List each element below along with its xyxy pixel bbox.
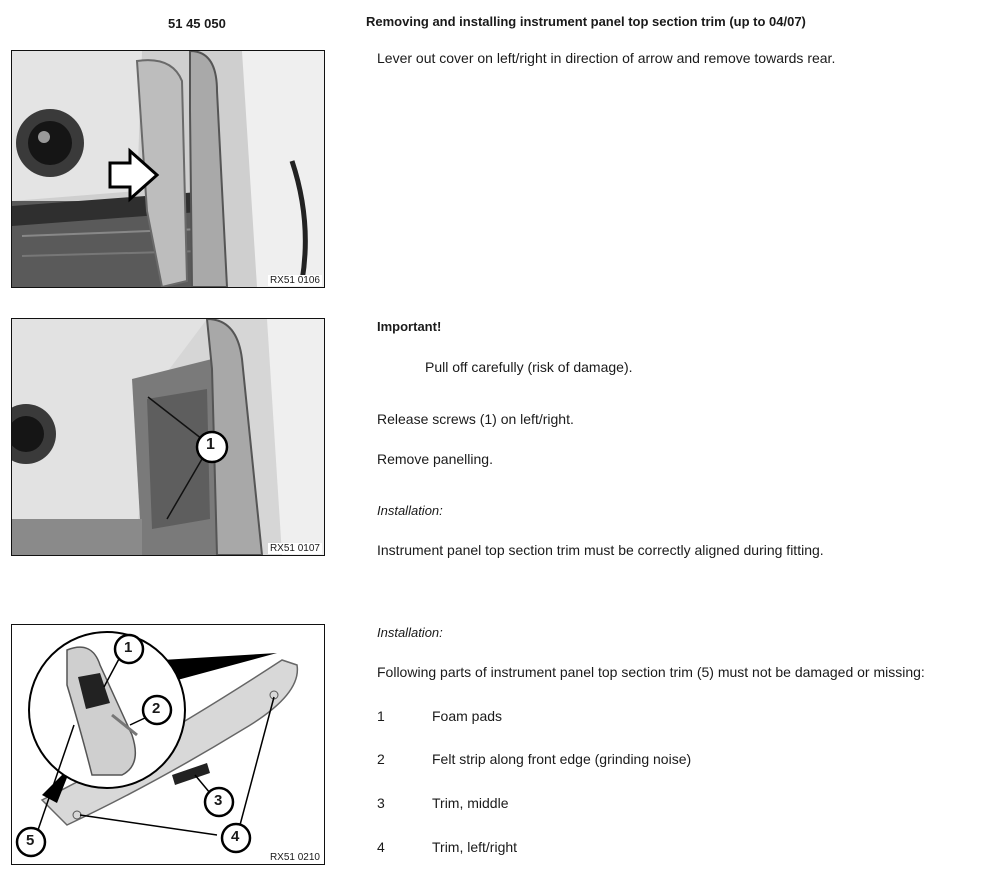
- figure-trim-parts: [11, 624, 325, 865]
- alignment-note: Instrument panel top section trim must be correctly aligned during fitting.: [377, 542, 824, 558]
- figure-cover-removal: [11, 50, 325, 288]
- figure-reference: RX51 0210: [269, 852, 320, 863]
- part-number: 1: [377, 708, 385, 724]
- part-label: Foam pads: [432, 708, 503, 724]
- part-label: Felt strip along front edge (grinding noise): [432, 751, 692, 767]
- callout-1: 1: [206, 436, 215, 453]
- callout-5: 5: [26, 832, 35, 849]
- caution-text: Pull off carefully (risk of damage).: [425, 359, 633, 375]
- callout-2: 2: [152, 700, 161, 717]
- document-title: Removing and installing instrument panel top section trim (up to 04/07): [366, 14, 806, 29]
- part-number: 3: [377, 795, 385, 811]
- part-label: Trim, middle: [432, 795, 509, 811]
- figure-screws: [11, 318, 325, 556]
- part-label: Trim, left/right: [432, 839, 518, 855]
- parts-intro: Following parts of instrument panel top section trim (5) must not be damaged or missing:: [377, 664, 925, 680]
- installation-label: Installation:: [377, 503, 443, 518]
- part-number: 2: [377, 751, 385, 767]
- callout-4: 4: [231, 828, 240, 845]
- step1-instruction: Lever out cover on left/right in direction of arrow and remove towards rear.: [377, 50, 836, 66]
- important-label: Important!: [377, 319, 442, 334]
- figure-reference: RX51 0106: [269, 275, 320, 286]
- installation-label-2: Installation:: [377, 625, 443, 640]
- remove-panelling-text: Remove panelling.: [377, 451, 493, 467]
- document-number: 51 45 050: [168, 16, 226, 31]
- callout-1: 1: [124, 639, 133, 656]
- release-screws-text: Release screws (1) on left/right.: [377, 411, 574, 427]
- figure-reference: RX51 0107: [269, 543, 320, 554]
- callout-3: 3: [214, 792, 223, 809]
- part-number: 4: [377, 839, 385, 855]
